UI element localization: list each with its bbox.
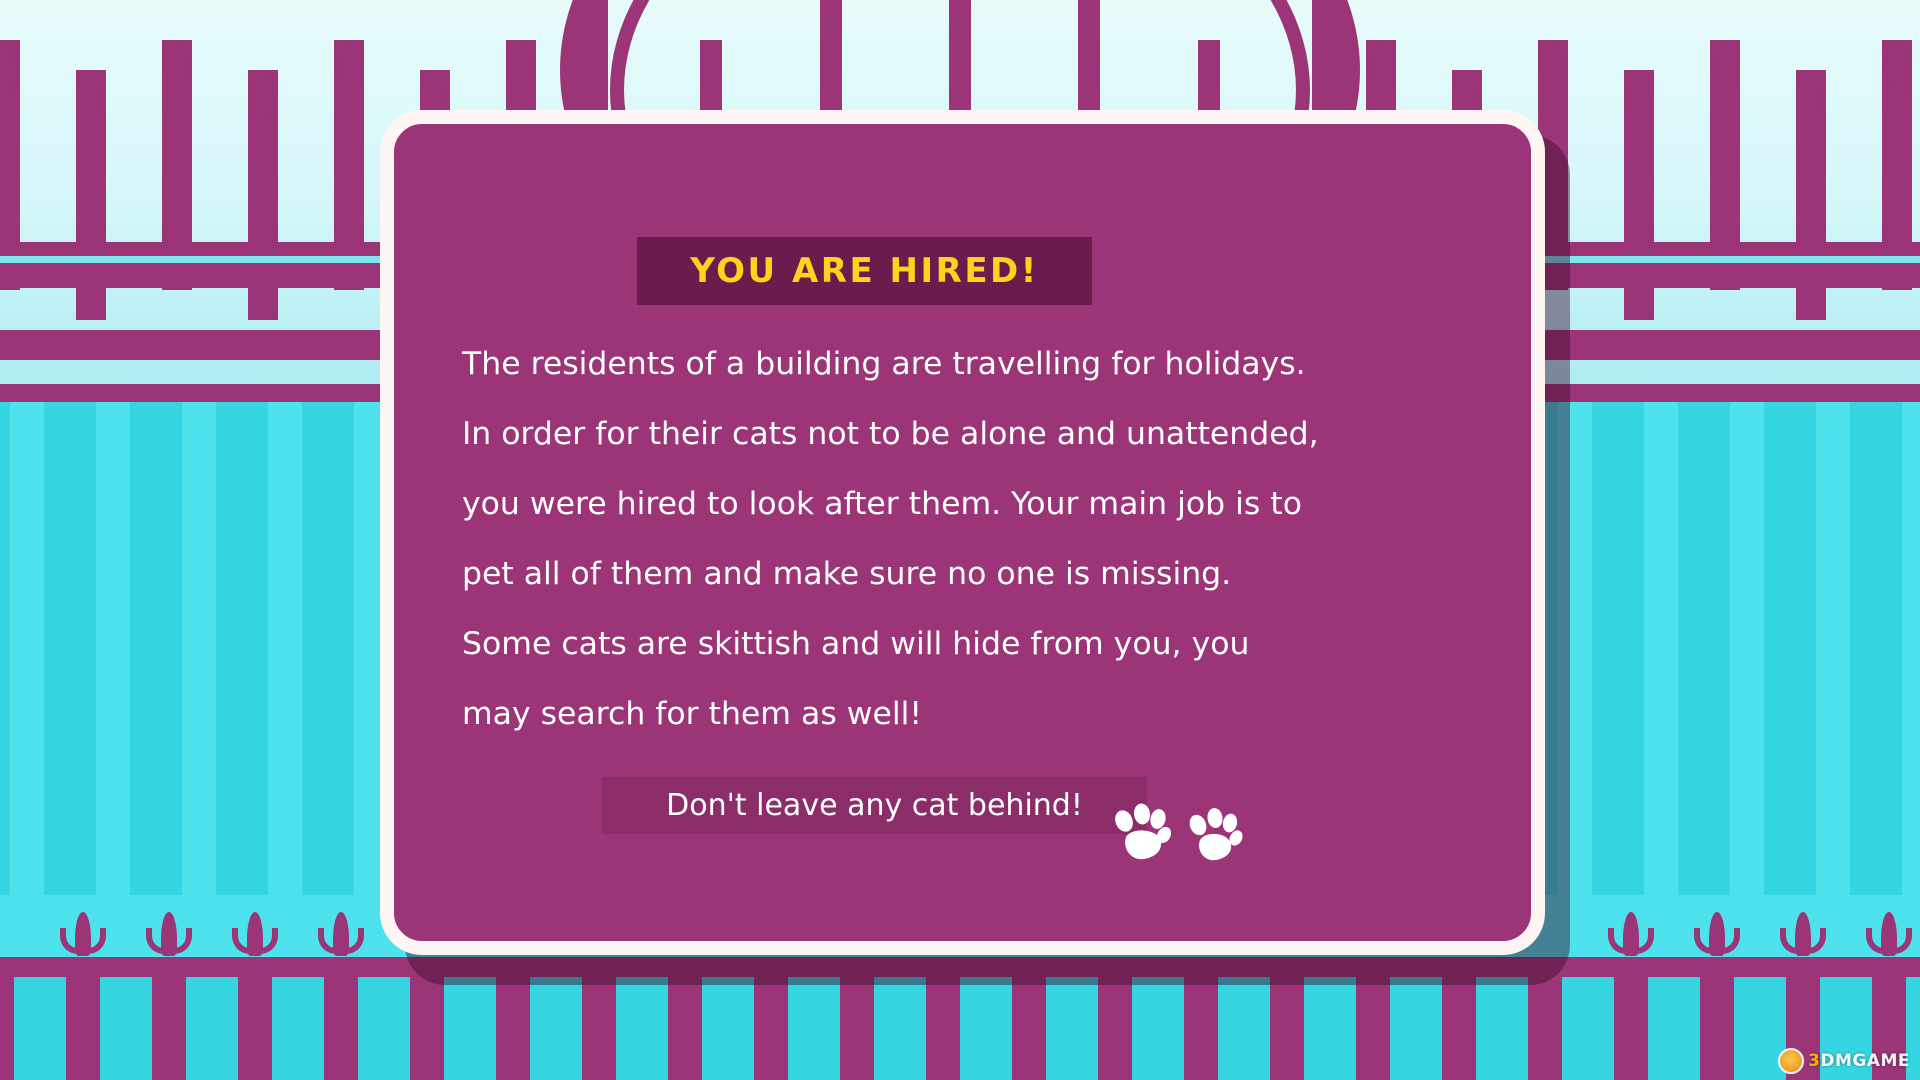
intro-dialog	[380, 110, 1545, 955]
gate-bottom-picket	[186, 977, 238, 1080]
body-line-6: may search for them as well!	[462, 696, 923, 732]
dialog-title-band	[637, 237, 1092, 305]
body-line-3: you were hired to look after them. Your main job is to	[462, 486, 1302, 522]
paw-print-icon	[1094, 779, 1254, 869]
gate-bar	[1902, 395, 1920, 895]
site-watermark	[1778, 1048, 1910, 1074]
gate-bottom-picket	[960, 977, 1012, 1080]
cta-label: Don't leave any cat behind!	[666, 788, 1083, 823]
gate-fleur-ornament	[232, 898, 278, 956]
gate-bottom-picket	[358, 977, 410, 1080]
gate-bottom-picket	[1390, 977, 1442, 1080]
gate-bottom-picket	[874, 977, 926, 1080]
gate-fleur-ornament	[1866, 898, 1912, 956]
gate-fleur-ornament	[318, 898, 364, 956]
page-title: YOU ARE HIRED!	[690, 251, 1039, 291]
gate-bottom-pickets	[0, 977, 1920, 1080]
gate-bottom-picket	[1218, 977, 1270, 1080]
gate-bottom-picket	[702, 977, 754, 1080]
body-line-4: pet all of them and make sure no one is missing.	[462, 556, 1232, 592]
watermark-brand: DMGAME	[1820, 1051, 1910, 1071]
gate-fleur-ornament	[1694, 898, 1740, 956]
gate-fleur-ornament	[1780, 898, 1826, 956]
body-line-1: The residents of a building are travelling for holidays.	[462, 346, 1306, 382]
gate-bar	[1644, 395, 1678, 895]
gate-bottom-picket	[788, 977, 840, 1080]
game-badge-icon	[1778, 1048, 1804, 1074]
gate-bottom-picket	[444, 977, 496, 1080]
gate-fleur-ornament	[146, 898, 192, 956]
gate-bottom-picket	[616, 977, 668, 1080]
gate-bottom-picket	[1562, 977, 1614, 1080]
gate-bar	[1730, 395, 1764, 895]
gate-bottom-picket	[272, 977, 324, 1080]
watermark-text	[1808, 1051, 1910, 1071]
watermark-prefix: 3	[1807, 1051, 1821, 1071]
gate-bar	[10, 395, 44, 895]
gate-bottom-picket	[1304, 977, 1356, 1080]
body-line-5: Some cats are skittish and will hide from you, you	[462, 626, 1250, 662]
gate-fleur-ornament	[60, 898, 106, 956]
paw-prints	[1094, 779, 1254, 869]
gate-bar	[96, 395, 130, 895]
gate-bottom-picket	[1476, 977, 1528, 1080]
gate-bar	[268, 395, 302, 895]
gate-bottom-picket	[1648, 977, 1700, 1080]
gate-bottom-picket	[100, 977, 152, 1080]
body-line-2: In order for their cats not to be alone and unattended,	[462, 416, 1319, 452]
gate-bottom-picket	[530, 977, 582, 1080]
gate-bottom-picket	[1132, 977, 1184, 1080]
gate-bar	[1816, 395, 1850, 895]
gate-bottom-picket	[1046, 977, 1098, 1080]
dialog-body	[462, 329, 1482, 749]
gate-fleur-ornament	[1608, 898, 1654, 956]
gate-bar	[182, 395, 216, 895]
cta-banner	[602, 777, 1147, 834]
gate-bottom-picket	[14, 977, 66, 1080]
